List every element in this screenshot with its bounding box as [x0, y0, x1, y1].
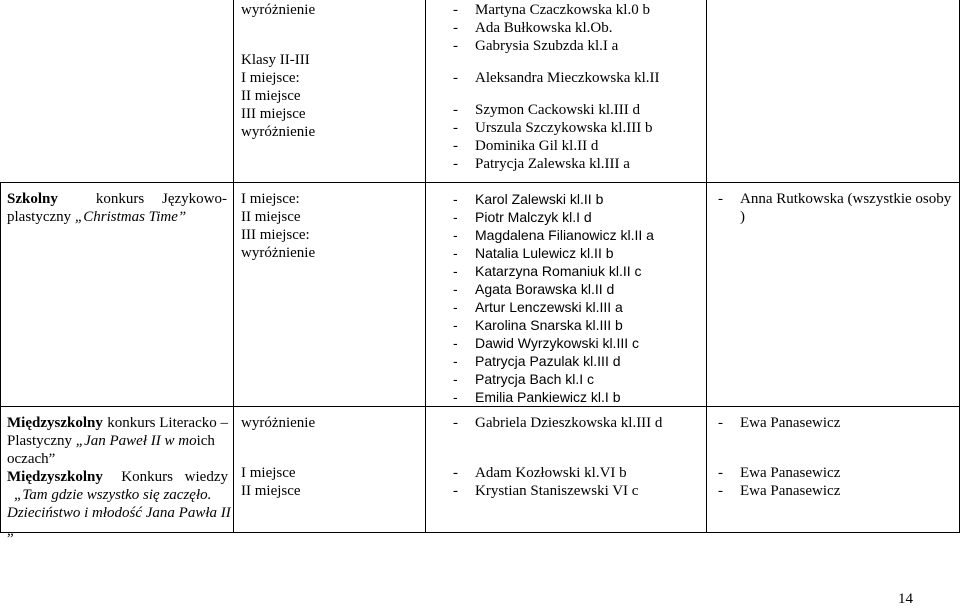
winner-line: - Karolina Snarska kl.III b: [453, 317, 623, 333]
winner-line: - Patrycja Pazulak kl.III d: [453, 353, 621, 369]
winner-line: - Martyna Czaczkowska kl.0 b: [453, 2, 650, 18]
winner-line: - Adam Kozłowski kl.VI b: [453, 465, 627, 481]
award-text: [241, 19, 315, 37]
winner-line: - Piotr Malczyk kl.I d: [453, 209, 592, 225]
award-text: III miejsce: [241, 106, 306, 122]
award-text: I miejsce:: [241, 70, 300, 86]
award-text: I miejsce: [241, 465, 296, 481]
winner-line: - Gabriela Dzieszkowska kl.III d: [453, 415, 663, 431]
competition-line: Plastyczny „Jan Paweł II w moich: [7, 433, 215, 449]
teacher-line: ): [740, 209, 745, 225]
award-text: II miejsce: [241, 483, 301, 499]
competition-line: Międzyszkolny konkurs Literacko –: [7, 415, 228, 431]
column-divider-1: [233, 0, 234, 533]
row3-awards: [241, 414, 315, 500]
winner-line: - Agata Borawska kl.II d: [453, 281, 615, 297]
winner-line: - Dominika Gil kl.II d: [453, 138, 599, 154]
row2-awards: [241, 190, 315, 262]
column-divider-2: [425, 0, 426, 533]
competition-line: Międzyszkolny Konkurs wiedzy: [7, 469, 228, 485]
winner-line: - Artur Lenczewski kl.III a: [453, 299, 623, 315]
row-divider-2: [0, 406, 960, 407]
award-text: Klasy II-III: [241, 52, 310, 68]
winner-line: - Krystian Staniszewski VI c: [453, 483, 639, 499]
winner-line: - Urszula Szczykowska kl.III b: [453, 120, 653, 136]
award-text: II miejsce: [241, 209, 301, 225]
award-text: wyróżnienie: [241, 245, 316, 261]
winner-line: - Karol Zalewski kl.II b: [453, 191, 604, 207]
teacher-line: - Anna Rutkowska (wszystkie osoby: [718, 191, 952, 207]
award-text: wyróżnienie: [241, 415, 316, 431]
competition-line: Dzieciństwo i młodość Jana Pawła II: [7, 505, 231, 521]
row3-winners: [453, 414, 662, 500]
column-divider-3: [706, 0, 707, 533]
teacher-line: - Ewa Panasewicz: [718, 415, 841, 431]
row3-competition: [7, 414, 231, 540]
row-divider-1: [0, 182, 960, 183]
winner-line: - Natalia Lulewicz kl.II b: [453, 245, 614, 261]
award-text: I miejsce:: [241, 191, 300, 207]
winner-line: - Magdalena Filianowicz kl.II a: [453, 227, 654, 243]
winner-line: - Emilia Pankiewicz kl.I b: [453, 389, 621, 405]
winner-line: - Gabrysia Szubzda kl.I a: [453, 38, 619, 54]
award-text: III miejsce:: [241, 227, 310, 243]
winner-line: - Patrycja Zalewska kl.III a: [453, 156, 630, 172]
teacher-line: - Ewa Panasewicz: [718, 465, 841, 481]
row2-teacher: [718, 190, 951, 226]
winner-line: - Dawid Wyrzykowski kl.III c: [453, 335, 640, 351]
teacher-line: - Ewa Panasewicz: [718, 483, 841, 499]
competition-line: „Tam gdzie wszystko się zaczęło.: [14, 487, 212, 503]
award-text: II miejsce: [241, 88, 301, 104]
row1-awards: [241, 1, 315, 141]
award-text: wyróżnienie: [241, 124, 316, 140]
page-number: 14: [898, 591, 913, 607]
winner-line: - Katarzyna Romaniuk kl.II c: [453, 263, 642, 279]
winner-line: - Patrycja Bach kl.I c: [453, 371, 595, 387]
competition-line: plastyczny „Christmas Time”: [7, 209, 187, 225]
competition-line: „: [7, 523, 14, 539]
competition-line: oczach”: [7, 451, 56, 467]
winner-line: - Ada Bułkowska kl.Ob.: [453, 20, 613, 36]
award-text: wyróżnienie: [241, 2, 316, 18]
row3-teachers: [718, 414, 840, 500]
row1-winners: [453, 1, 660, 173]
winner-line: - Szymon Cackowski kl.III d: [453, 102, 640, 118]
row2-competition: [7, 190, 227, 226]
row2-winners: [453, 190, 654, 406]
winner-line: - Aleksandra Mieczkowska kl.II: [453, 70, 660, 86]
competition-line: Szkolny konkurs Językowo-: [7, 191, 227, 207]
table-border-left: [0, 182, 1, 533]
